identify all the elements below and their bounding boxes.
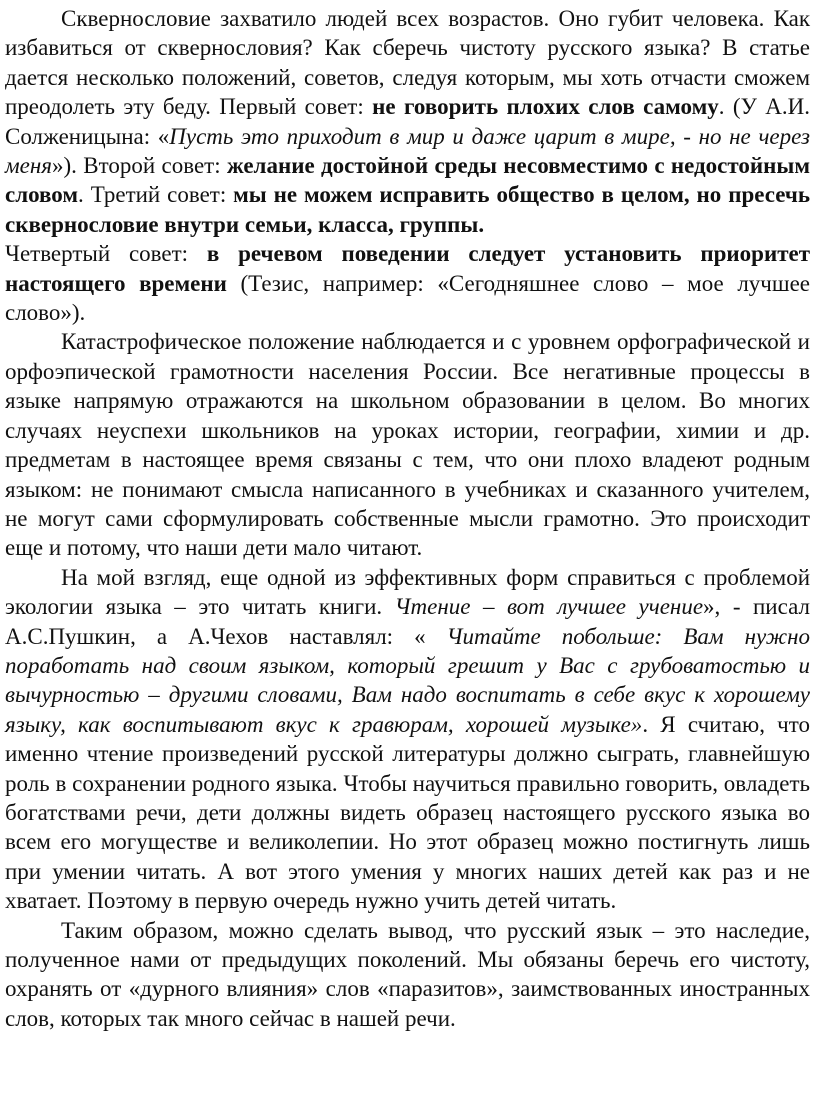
- paragraph-fourth-advice: [5, 239, 810, 327]
- text-segment: . Я считаю, что именно чтение произведений русской литературы должно сыграть, главнейшую роль в сохранении родного языка. Чтобы научиться правильно говорить, овладеть богатствами речи, дети должны видеть образец настоящего русского языка во всем его могуществе и великолепии. Но этот образец можно постигнуть лишь при умении читать. А вот этого умения у многих наших детей как раз и не хватает. Поэтому в первую очередь нужно учить детей читать.: [5, 711, 810, 914]
- paragraph-literacy: [5, 327, 810, 562]
- bold-advice-3: мы не можем исправить общество в целом, но пресечь сквернословие внутри семьи, класса, группы.: [5, 182, 810, 237]
- paragraph-profanity-advice: [5, 4, 810, 239]
- text-segment: Четвертый совет:: [5, 241, 207, 267]
- text-segment: », - писал А.С.Пушкин, а А.Чехов наставлял: «: [5, 594, 810, 649]
- paragraph-reading: [5, 563, 810, 916]
- italic-quote-chekhov: Читайте побольше: Вам нужно поработать над своим языком, который грешит у Вас с грубоватостью и вычурностью – другими словами, Вам надо воспитать в себе вкус к хорошему языку, как воспитывают вкус к гравюрам, хорошей музыке»: [5, 623, 810, 737]
- italic-quote-pushkin: Чтение – вот лучшее учение: [394, 594, 704, 620]
- italic-quote-solzhenitsyn: Пусть это приходит в мир и даже царит в мире, - но не через меня: [5, 123, 810, 179]
- text-segment: Сквернословие захватило людей всех возрастов. Оно губит человека. Как избавиться от сквернословия? Как сберечь чистоту русского языка? В статье дается несколько положений, советов, следуя которым, мы хоть отчасти сможем преодолеть эту беду. Первый совет:: [5, 6, 810, 120]
- bold-advice-1: не говорить плохих слов самому: [372, 94, 719, 120]
- paragraph-conclusion: [5, 916, 810, 1034]
- text-segment: »). Второй совет:: [52, 153, 227, 179]
- bold-advice-4: в речевом поведении следует установить приоритет настоящего времени: [5, 241, 810, 296]
- text-segment: (Тезис, например: «Сегодняшнее слово – мое лучшее слово»).: [5, 270, 810, 326]
- text-segment: На мой взгляд, еще одной из эффективных форм справиться с проблемой экологии языка – это читать книги.: [5, 564, 810, 620]
- bold-advice-2: желание достойной среды несовместимо с недостойным словом: [5, 153, 811, 208]
- text-segment: Таким образом, можно сделать вывод, что русский язык – это наследие, полученное нами от предыдущих поколений. Мы обязаны беречь его чистоту, охранять от «дурного влияния» слов «паразитов», заимствованных иностранных слов, которых так много сейчас в нашей речи.: [5, 917, 810, 1031]
- text-segment: . (У А.И. Солженицына: «: [5, 94, 810, 149]
- text-segment: . Третий совет:: [78, 182, 234, 208]
- text-segment: Катастрофическое положение наблюдается и с уровнем орфографической и орфоэпической грамотности населения России. Все негативные процессы в языке напрямую отражаются на школьном образовании в целом. Во многих случаях неуспехи школьников на уроках истории, географии, химии и др. предметам в настоящее время связаны с тем, что они плохо владеют родным языком: не понимают смысла написанного в учебниках и сказанного учителем, не могут сами сформулировать собственные мысли грамотно. Это происходит еще и потому, что наши дети мало читают.: [5, 329, 810, 561]
